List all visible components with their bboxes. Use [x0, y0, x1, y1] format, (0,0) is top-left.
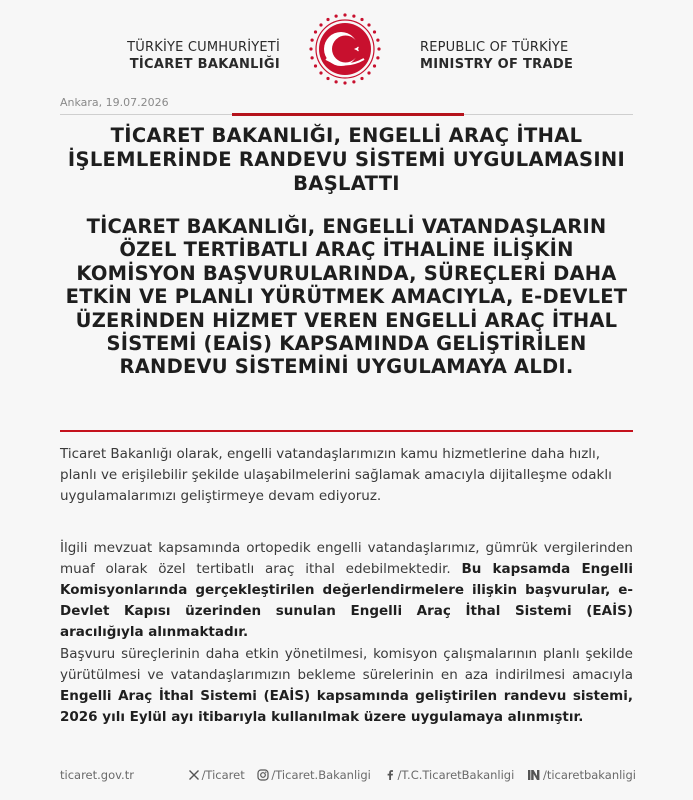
- paragraph-3: [60, 644, 633, 728]
- country-name-en: REPUBLIC OF TÜRKİYE: [420, 40, 569, 55]
- press-date: Ankara, 19.07.2026: [60, 96, 169, 109]
- press-subtitle: TİCARET BAKANLIĞI, ENGELLİ VATANDAŞLARIN ÖZEL TERTİBATLI ARAÇ İTHALİNE İLİŞKİN KOMİSYON BAŞVURULARINDA, SÜREÇLERİ DAHA ETKİN VE PLANLI YÜRÜTMEK AMACIYLA, E-DEVLET ÜZERİNDEN HİZMET VEREN ENGELLİ ARAÇ İTHAL SİSTEMİ (EAİS) KAPSAMINDA GELİŞTİRİLEN RANDEVU SİSTEMİNİ UYGULAMAYA ALDI.: [65, 215, 628, 379]
- facebook-icon: [384, 769, 396, 781]
- social-links: [179, 768, 636, 782]
- social-facebook-handle: /T.C.TicaretBakanligi: [397, 768, 515, 782]
- ministry-logo: [306, 12, 384, 90]
- website-link[interactable]: ticaret.gov.tr: [60, 768, 134, 782]
- paragraph-1: [60, 444, 633, 507]
- footer: [60, 768, 636, 788]
- x-icon: [188, 769, 200, 781]
- ministry-name-tr: TİCARET BAKANLIĞI: [129, 57, 280, 72]
- paragraph-2-text: İlgili mevzuat kapsamında ortopedik engelli vatandaşlarımız, gümrük vergilerinden muaf olarak özel tertibatlı araç ithal edebilmektedir.: [60, 540, 633, 577]
- social-facebook[interactable]: [384, 768, 515, 782]
- country-name-tr: TÜRKİYE CUMHURİYETİ: [127, 40, 280, 55]
- ministry-name-en: MINISTRY OF TRADE: [420, 57, 574, 72]
- social-x[interactable]: [188, 768, 245, 782]
- social-nsosyal-handle: /ticaretbakanligi: [542, 768, 636, 782]
- title-divider: [60, 430, 633, 432]
- paragraph-3-text: Başvuru süreçlerinin daha etkin yönetilmesi, komisyon çalışmalarının planlı şekilde yürütülmesi ve vatandaşlarımızın bekleme sürelerinin en aza indirilmesi amacıyla: [60, 646, 633, 683]
- paragraph-2: [60, 538, 633, 643]
- letterhead: [0, 0, 693, 92]
- paragraph-1-text: Ticaret Bakanlığı olarak, engelli vatandaşlarımızın kamu hizmetlerine daha hızlı, planlı ve erişilebilir şekilde ulaşabilmelerini sağlamak amacıyla dijitalleşme odaklı uygulamalarımızı geliştirmeye devam ediyoruz.: [60, 446, 612, 504]
- paragraph-3-bold: Engelli Araç İthal Sistemi (EAİS) kapsamında geliştirilen randevu sistemi, 2026 yılı Eylül ayı itibarıyla kullanılmak üzere uygulamaya alınmıştır.: [60, 688, 633, 725]
- press-title: TİCARET BAKANLIĞI, ENGELLİ ARAÇ İTHAL İŞLEMLERİNDE RANDEVU SİSTEMİ UYGULAMASINI BAŞLATTI: [67, 124, 626, 195]
- paragraph-2-bold: Bu kapsamda Engelli Komisyonlarında gerçekleştirilen değerlendirmelere ilişkin başvurular, e-Devlet Kapısı üzerinden sunulan Engelli Araç İthal Sistemi (EAİS) aracılığıyla alınmaktadır.: [60, 561, 633, 640]
- social-instagram[interactable]: [257, 768, 370, 782]
- top-divider-accent: [232, 113, 464, 116]
- letterhead-left: [127, 40, 280, 73]
- social-instagram-handle: /Ticaret.Bakanligi: [271, 768, 371, 782]
- social-x-handle: /Ticaret: [201, 768, 245, 782]
- nsosyal-icon: [527, 769, 541, 781]
- letterhead-right: [420, 40, 573, 73]
- instagram-icon: [257, 769, 269, 781]
- social-nsosyal[interactable]: [527, 768, 636, 782]
